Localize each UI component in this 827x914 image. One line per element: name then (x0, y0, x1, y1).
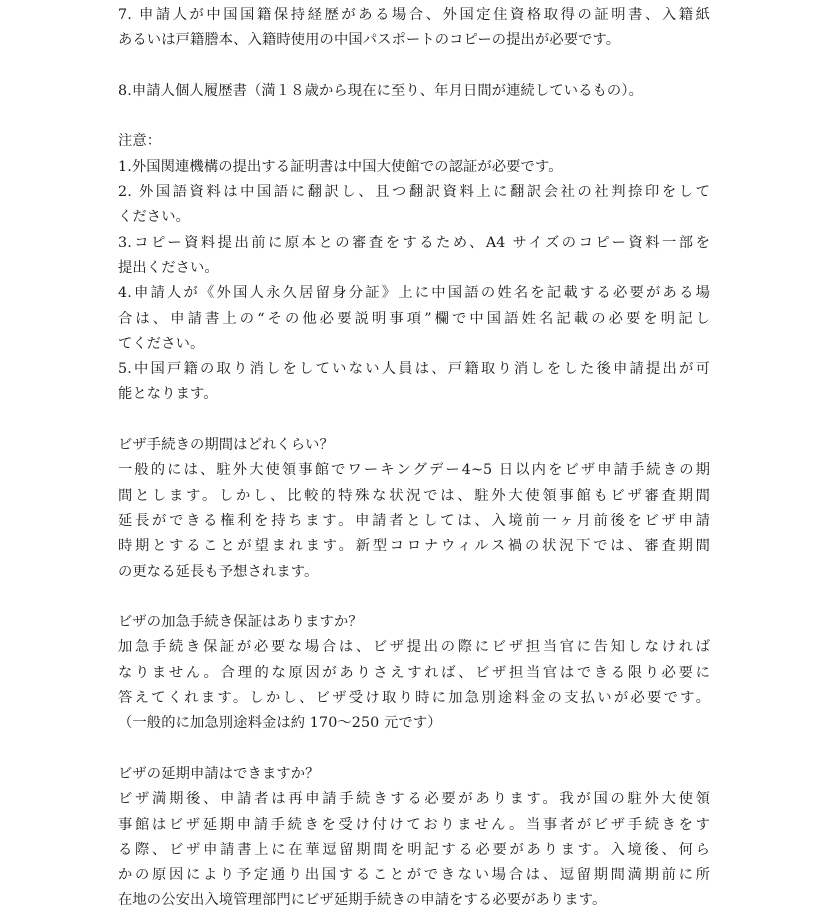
paragraph-gap (118, 408, 710, 433)
document-body (118, 3, 710, 914)
notes-heading: 注意： (118, 133, 162, 150)
item-7-paragraph (118, 3, 710, 54)
paragraph-gap (118, 585, 710, 610)
text-line: る際、ビザ申請書上に在華逗留期間を明記する必要があります。入境後、何ら (118, 841, 710, 858)
paragraph-gap (118, 54, 710, 79)
section-heading: ビザの加急手続き保証はありますか？ (118, 614, 363, 631)
text-line: 事館はビザ延期申請手続きを受け付けておりません。当事者がビザ手続きをす (118, 816, 710, 833)
note-2-line: ください。 (118, 209, 190, 226)
text-line: 時期とすることが望まれます。新型コロナウィルス禍の状況下では、審査期間 (118, 538, 710, 555)
text-line: 延長ができる権利を持ちます。申請者としては、入境前一ヶ月前後をビザ申請 (118, 512, 710, 529)
text-line: 在地の公安出入境管理部門にビザ延期手続きの申請をする必要があります。 (118, 892, 607, 909)
paragraph-gap (118, 104, 710, 129)
item-8-paragraph (118, 79, 710, 104)
note-3-line: 提出ください。 (118, 259, 219, 276)
note-5-line: 5.中国戸籍の取り消しをしていない人員は、戸籍取り消しをした後申請提出が可 (118, 361, 710, 378)
text-line: なりません。合理的な原因がありさえすれば、ビザ担当官はできる限り必要に (118, 664, 710, 681)
period-section (118, 433, 710, 585)
text-line: 8.申請人個人履歴書（満１８歳から現在に至り、年月日間が連続しているもの）。 (118, 82, 643, 99)
text-line: あるいは戸籍謄本、入籍時使用の中国パスポートのコピーの提出が必要です。 (118, 32, 621, 49)
note-1: 1.外国関連機構の提出する証明書は中国大使館での認証が必要です。 (118, 158, 563, 175)
section-heading: ビザの延期申請はできますか？ (118, 765, 320, 782)
note-4-line: 4.申請人が《外国人永久居留身分証》上に中国語の姓名を記載する必要がある場 (118, 285, 710, 302)
section-heading: ビザ手続きの期間はどれくらい？ (118, 437, 334, 454)
note-2-line: 2. 外国語資料は中国語に翻訳し、且つ翻訳資料上に翻訳会社の社判捺印をして (118, 184, 710, 201)
text-line: 間とします。しかし、比較的特殊な状況では、駐外大使領事館もビザ審査期間 (118, 487, 710, 504)
note-4-line: てください。 (118, 335, 205, 352)
paragraph-gap (118, 737, 710, 762)
note-4-line: 合は、申請書上の“その他必要説明事項”欄で中国語姓名記載の必要を明記し (118, 310, 710, 327)
note-3-line: 3.コピー資料提出前に原本との審査をするため、A4 サイズのコピー資料一部を (118, 234, 710, 251)
urgent-section (118, 610, 710, 736)
text-line: 加急手続き保証が必要な場合は、ビザ提出の際にビザ担当官に告知しなければ (118, 639, 710, 656)
extension-section (118, 762, 710, 914)
text-line: 答えてくれます。しかし、ビザ受け取り時に加急別途料金の支払いが必要です。 (118, 690, 710, 707)
text-line: の更なる延長も予想されます。 (118, 563, 319, 580)
text-line: ビザ満期後、申請者は再申請手続きする必要があります。我が国の駐外大使領 (118, 791, 710, 808)
text-line: （一般的に加急別途料金は約 170～250 元です） (118, 715, 442, 732)
text-line: 7. 申請人が中国国籍保持経歴がある場合、外国定住資格取得の証明書、入籍紙 (118, 7, 710, 23)
text-line: 一般的には、駐外大使領事館でワーキングデー4~5 日以内をビザ申請手続きの期 (118, 462, 710, 479)
text-line: かの原因により予定通り出国することができない場合は、逗留期間満期前に所 (118, 867, 710, 884)
notes-section (118, 129, 710, 407)
note-5-line: 能となります。 (118, 386, 218, 403)
